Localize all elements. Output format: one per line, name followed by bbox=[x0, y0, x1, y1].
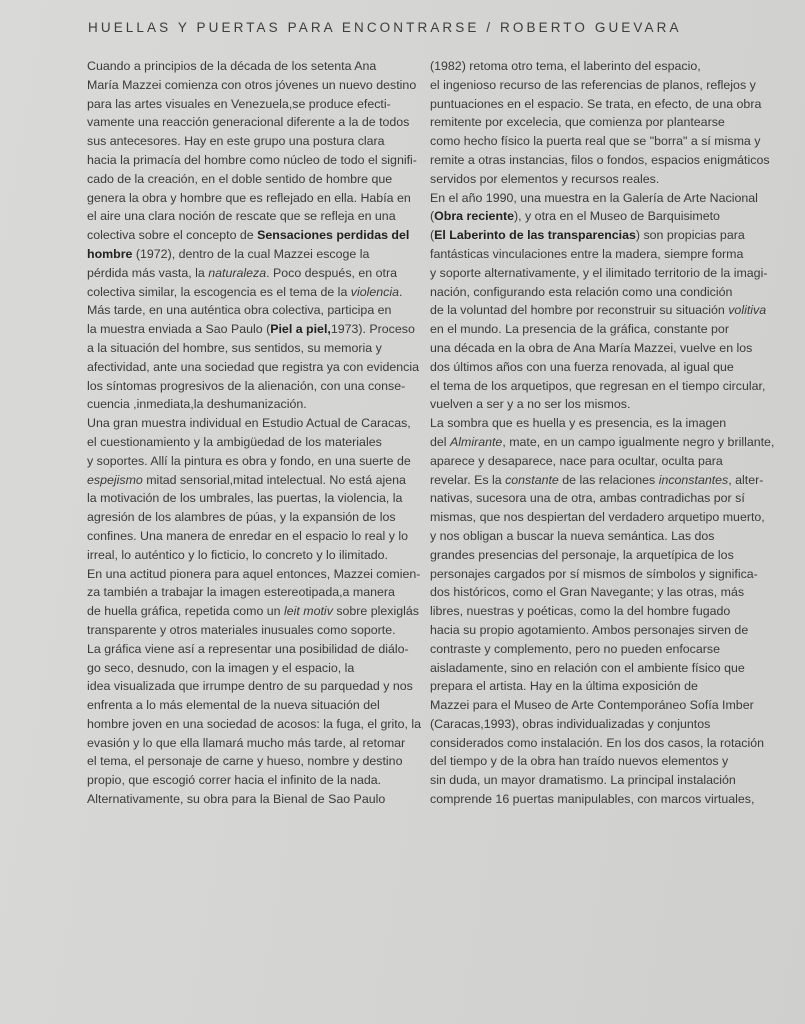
text-line bbox=[430, 583, 765, 602]
body-text: prepara el artista. Hay en la última exposición de bbox=[430, 679, 698, 694]
body-text: remite a otras instancias, filos o fondos, espacios enigmáticos bbox=[430, 152, 770, 167]
text-line bbox=[87, 471, 406, 490]
text-line bbox=[87, 358, 420, 377]
body-text: sin duda, un mayor dramatismo. La principal instalación bbox=[430, 773, 736, 788]
italic-text: inconstantes bbox=[658, 472, 729, 487]
body-text: María Mazzei comienza con otros jóvenes un nuevo destino bbox=[87, 77, 417, 92]
text-line bbox=[87, 320, 415, 339]
text-line bbox=[87, 508, 402, 527]
body-text: Una gran muestra individual en Estudio Actual de Caracas, bbox=[87, 416, 411, 431]
text-line bbox=[430, 734, 765, 753]
text-line bbox=[87, 113, 410, 132]
bold-title-text: Sensaciones perdidas del bbox=[257, 228, 410, 243]
body-text: de la voluntad del hombre por reconstruir su situación bbox=[430, 303, 729, 318]
text-line bbox=[430, 377, 765, 396]
text-line bbox=[430, 489, 765, 508]
body-text: nación, configurando esta relación como una condición bbox=[430, 284, 733, 299]
text-line bbox=[430, 339, 765, 358]
body-text: revelar. Es la bbox=[430, 472, 506, 487]
text-line bbox=[430, 245, 765, 264]
text-line bbox=[87, 226, 410, 245]
body-text: . Poco después, en otra bbox=[266, 265, 397, 280]
body-text: sobre plexiglás bbox=[332, 604, 419, 619]
body-text: Cuando a principios de la década de los setenta Ana bbox=[87, 59, 377, 73]
text-line bbox=[87, 734, 406, 753]
body-text: colectiva similar, la escogencia es el tema de la bbox=[87, 284, 351, 299]
left-text-column bbox=[87, 57, 422, 809]
right-text-column bbox=[430, 57, 775, 809]
text-line bbox=[87, 621, 402, 640]
body-text: servidos por elementos y recursos reales. bbox=[430, 171, 660, 186]
body-text: afectividad, ante una sociedad que registra ya con evidencia bbox=[87, 359, 420, 374]
body-text: del tiempo y de la obra han traído nuevos elementos y bbox=[430, 754, 729, 769]
body-text: go seco, desnudo, con la imagen y el espacio, la bbox=[87, 660, 355, 675]
bold-title-text: hombre bbox=[87, 246, 133, 261]
body-text: . bbox=[399, 284, 403, 299]
body-text: En el año 1990, una muestra en la Galería de Arte Nacional bbox=[430, 190, 758, 205]
body-text: cuencia ,inmediata,la deshumanización. bbox=[87, 397, 307, 412]
text-line bbox=[430, 715, 765, 734]
text-line bbox=[430, 395, 765, 414]
text-line bbox=[87, 696, 402, 715]
body-text: enfrenta a lo más elemental de la nueva situación del bbox=[87, 698, 380, 713]
text-line bbox=[430, 640, 765, 659]
body-text: hacia su propio agotamiento. Ambos personajes sirven de bbox=[430, 622, 749, 637]
text-line bbox=[87, 546, 402, 565]
body-text: cado de la creación, en el doble sentido de hombre que bbox=[87, 171, 393, 186]
body-text: como hecho físico la puerta real que se "borra" a sí misma y bbox=[430, 134, 761, 149]
body-text: dos históricos, como el Gran Navegante; y las otras, más bbox=[430, 585, 745, 600]
body-text: el ingenioso recurso de las referencias de planos, reflejos y bbox=[430, 77, 756, 92]
body-text: , mate, en un campo igualmente negro y brillante, bbox=[502, 434, 775, 449]
italic-text: naturaleza bbox=[208, 265, 267, 280]
text-line bbox=[430, 621, 765, 640]
text-line bbox=[430, 508, 765, 527]
text-line bbox=[87, 565, 421, 584]
text-line bbox=[87, 57, 402, 76]
body-text: la muestra enviada a Sao Paulo ( bbox=[87, 322, 271, 337]
italic-text: constante bbox=[505, 472, 559, 487]
text-line bbox=[87, 771, 402, 790]
text-line bbox=[87, 76, 417, 95]
text-line bbox=[430, 452, 765, 471]
text-line bbox=[430, 132, 765, 151]
text-line bbox=[87, 301, 402, 320]
text-line bbox=[430, 527, 765, 546]
body-text: y nos obligan a buscar la nueva semántica. Las dos bbox=[430, 528, 715, 543]
body-text: 1973). Proceso bbox=[330, 322, 415, 337]
text-line bbox=[430, 659, 765, 678]
body-text: la motivación de los umbrales, las puertas, la violencia, la bbox=[87, 491, 403, 506]
text-line bbox=[430, 565, 765, 584]
body-text: el tema, el personaje de carne y hueso, nombre y destino bbox=[87, 754, 403, 769]
body-text: de las relaciones bbox=[558, 472, 659, 487]
body-text: ) son propicias para bbox=[635, 228, 745, 243]
body-text: grandes presencias del personaje, la arquetípica de los bbox=[430, 547, 734, 562]
text-line bbox=[430, 207, 765, 226]
text-line bbox=[87, 170, 402, 189]
text-line bbox=[87, 283, 402, 302]
text-line bbox=[87, 489, 402, 508]
body-text: genera la obra y hombre que es reflejado en ella. Había en bbox=[87, 190, 411, 205]
text-line bbox=[430, 95, 765, 114]
text-line bbox=[430, 264, 768, 283]
text-line bbox=[430, 790, 765, 809]
text-line bbox=[430, 433, 775, 452]
body-text: en el mundo. La presencia de la gráfica, constante por bbox=[430, 322, 729, 337]
italic-text: violencia bbox=[350, 284, 399, 299]
body-text: el tema de los arquetipos, que regresan en el tiempo circular, bbox=[430, 378, 766, 393]
body-text: contraste y complemento, pero no pueden enfocarse bbox=[430, 641, 720, 656]
body-text: puntuaciones en el espacio. Se trata, en efecto, de una obra bbox=[430, 96, 762, 111]
italic-text: volitiva bbox=[728, 303, 767, 318]
italic-text: Almirante bbox=[449, 434, 503, 449]
body-text: una década en la obra de Ana María Mazzei, vuelve en los bbox=[430, 340, 753, 355]
text-line bbox=[87, 339, 402, 358]
text-line bbox=[87, 659, 402, 678]
text-line bbox=[430, 189, 765, 208]
text-line bbox=[87, 602, 419, 621]
body-text: y soportes. Allí la pintura es obra y fondo, en una suerte de bbox=[87, 453, 411, 468]
body-text: evasión y lo que ella llamará mucho más tarde, al retomar bbox=[87, 735, 406, 750]
text-line bbox=[430, 170, 765, 189]
text-line bbox=[87, 395, 402, 414]
body-text: ( bbox=[430, 209, 435, 224]
text-line bbox=[430, 151, 770, 170]
body-text: mitad sensorial,mitad intelectual. No está ajena bbox=[142, 472, 406, 487]
body-text: nativas, sucesora una de otra, ambas contradichas por sí bbox=[430, 491, 745, 506]
body-text: colectiva sobre el concepto de bbox=[87, 228, 258, 243]
text-line bbox=[430, 76, 765, 95]
body-text: pérdida más vasta, la bbox=[87, 265, 209, 280]
body-text: dos últimos años con una fuerza renovada, al igual que bbox=[430, 359, 734, 374]
text-line bbox=[430, 546, 765, 565]
bold-title-text: El Laberinto de las transparencias bbox=[434, 228, 636, 243]
text-line bbox=[87, 790, 402, 809]
body-text: Mazzei para el Museo de Arte Contemporáneo Sofía Imber bbox=[430, 698, 754, 713]
text-line bbox=[87, 583, 402, 602]
text-line bbox=[430, 226, 765, 245]
text-line bbox=[87, 452, 411, 471]
body-text: comprende 16 puertas manipulables, con marcos virtuales, bbox=[430, 792, 755, 807]
text-line bbox=[87, 752, 402, 771]
italic-text: espejismo bbox=[87, 472, 143, 487]
text-line bbox=[87, 677, 413, 696]
body-text: sus antecesores. Hay en este grupo una postura clara bbox=[87, 134, 385, 149]
body-text: aparece y desaparece, nace para ocultar, oculta para bbox=[430, 453, 723, 468]
body-text: vuelven a ser y a no ser los mismos. bbox=[430, 397, 631, 412]
body-text: hombre joven en una sociedad de acosos: la fuga, el grito, la bbox=[87, 716, 422, 731]
text-line bbox=[430, 320, 765, 339]
body-text: considerados como instalación. En los dos casos, la rotación bbox=[430, 735, 765, 750]
text-line bbox=[87, 433, 402, 452]
body-text: transparente y otros materiales inusuales como soporte. bbox=[87, 622, 396, 637]
text-line bbox=[430, 696, 765, 715]
text-line bbox=[430, 414, 765, 433]
body-text: La sombra que es huella y es presencia, es la imagen bbox=[430, 416, 727, 431]
body-text: Alternativamente, su obra para la Bienal de Sao Paulo bbox=[87, 792, 386, 807]
body-text: los síntomas progresivos de la alienación, con una conse- bbox=[87, 378, 406, 393]
text-line bbox=[430, 301, 765, 320]
text-line bbox=[87, 715, 422, 734]
body-text: vamente una reacción generacional diferente a la de todos bbox=[87, 115, 410, 130]
bold-title-text: Piel a piel, bbox=[270, 322, 331, 337]
text-line bbox=[430, 677, 765, 696]
body-text: remitente por excelecia, que comienza por plantearse bbox=[430, 115, 725, 130]
body-text: idea visualizada que irrumpe dentro de su parquedad y nos bbox=[87, 679, 413, 694]
text-line bbox=[430, 771, 765, 790]
body-text: propio, que escogió correr hacia el infinito de la nada. bbox=[87, 773, 382, 788]
text-line bbox=[87, 189, 411, 208]
body-text: agresión de los alambres de púas, y la expansión de los bbox=[87, 510, 396, 525]
body-text: irreal, lo auténtico y lo ficticio, lo concreto y lo ilimitado. bbox=[87, 547, 388, 562]
body-text: Más tarde, en una auténtica obra colectiva, participa en bbox=[87, 303, 392, 318]
body-text: za también a trabajar la imagen estereotipada,a manera bbox=[87, 585, 395, 600]
text-line bbox=[87, 377, 406, 396]
text-line bbox=[87, 95, 402, 114]
text-line bbox=[430, 358, 765, 377]
text-line bbox=[430, 602, 765, 621]
body-text: fantásticas vinculaciones entre la madera, siempre forma bbox=[430, 246, 744, 261]
page-header-title: HUELLAS Y PUERTAS PARA ENCONTRARSE / ROBERTO GUEVARA bbox=[88, 20, 682, 35]
italic-text: leit motiv bbox=[284, 604, 333, 619]
body-text: En una actitud pionera para aquel entonces, Mazzei comien- bbox=[87, 566, 421, 581]
body-text: libres, nuestras y poéticas, como la del hombre fugado bbox=[430, 604, 731, 619]
text-line bbox=[87, 132, 402, 151]
body-text: para las artes visuales en Venezuela,se produce efecti- bbox=[87, 96, 391, 111]
body-text: mismas, que nos despiertan del verdadero arquetipo muerto, bbox=[430, 510, 765, 525]
text-line bbox=[87, 414, 411, 433]
body-text: el cuestionamiento y la ambigüedad de los materiales bbox=[87, 434, 382, 449]
text-line bbox=[87, 151, 417, 170]
bold-title-text: Obra reciente bbox=[434, 209, 515, 224]
body-text: ), y otra en el Museo de Barquisimeto bbox=[514, 209, 720, 224]
text-line bbox=[430, 283, 765, 302]
body-text: del bbox=[430, 434, 450, 449]
body-text: La gráfica viene así a representar una posibilidad de diálo- bbox=[87, 641, 409, 656]
body-text: (1982) retoma otro tema, el laberinto del espacio, bbox=[430, 59, 701, 73]
body-text: (Caracas,1993), obras individualizadas y conjuntos bbox=[430, 716, 711, 731]
text-line bbox=[430, 752, 765, 771]
body-text: hacia la primacía del hombre como núcleo de todo el signifi- bbox=[87, 152, 417, 167]
body-text: aisladamente, sino en relación con el ambiente físico que bbox=[430, 660, 745, 675]
body-text: y soporte alternativamente, y el ilimitado territorio de la imagi- bbox=[430, 265, 768, 280]
body-text: confines. Una manera de enredar en el espacio lo real y lo bbox=[87, 528, 408, 543]
text-line bbox=[430, 113, 765, 132]
text-line bbox=[87, 640, 409, 659]
text-line bbox=[430, 57, 765, 76]
body-text: (1972), dentro de la cual Mazzei escoge la bbox=[132, 246, 370, 261]
text-line bbox=[87, 207, 402, 226]
text-line bbox=[87, 264, 402, 283]
body-text: a la situación del hombre, sus sentidos, su memoria y bbox=[87, 340, 382, 355]
text-line bbox=[87, 245, 402, 264]
text-line bbox=[430, 471, 765, 490]
body-text: , alter- bbox=[728, 472, 764, 487]
body-text: de huella gráfica, repetida como un bbox=[87, 604, 284, 619]
body-text: el aire una clara noción de rescate que se refleja en una bbox=[87, 209, 396, 224]
text-line bbox=[87, 527, 408, 546]
body-text: ( bbox=[430, 228, 435, 243]
body-text: personajes cargados por sí mismos de símbolos y significa- bbox=[430, 566, 758, 581]
